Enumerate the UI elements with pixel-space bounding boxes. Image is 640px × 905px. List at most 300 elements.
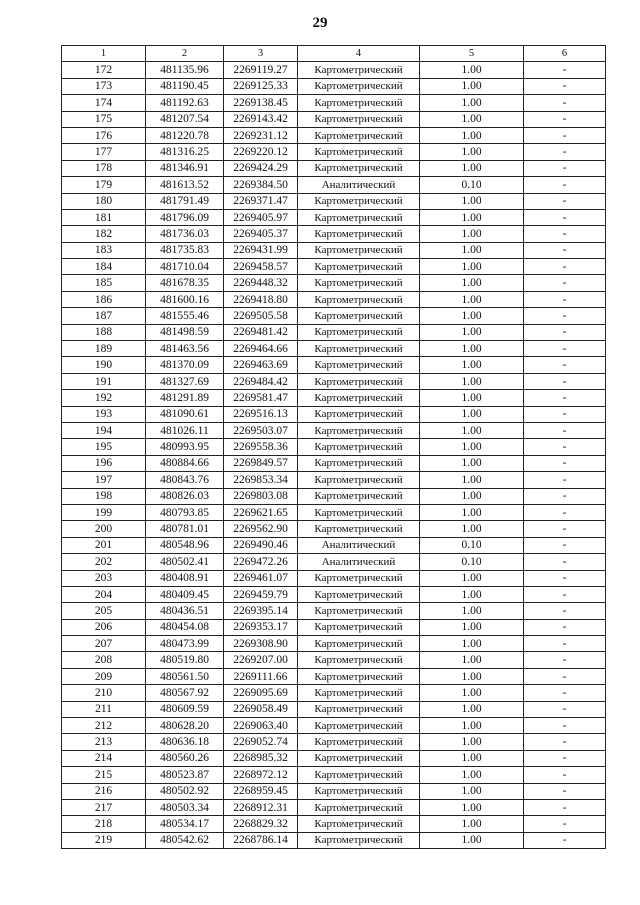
x-coordinate-cell: 481192.63 [146, 95, 224, 111]
method-cell: Картометрический [298, 750, 420, 766]
note-cell: - [524, 537, 606, 553]
note-cell: - [524, 799, 606, 815]
accuracy-cell: 1.00 [420, 341, 524, 357]
note-cell: - [524, 242, 606, 258]
x-coordinate-cell: 480843.76 [146, 472, 224, 488]
x-coordinate-cell: 481555.46 [146, 308, 224, 324]
note-cell: - [524, 226, 606, 242]
point-number-cell: 199 [62, 504, 146, 520]
table-row [62, 259, 606, 275]
accuracy-cell: 1.00 [420, 324, 524, 340]
y-coordinate-cell: 2269505.58 [224, 308, 298, 324]
y-coordinate-cell: 2269220.12 [224, 144, 298, 160]
y-coordinate-cell: 2269095.69 [224, 685, 298, 701]
x-coordinate-cell: 480519.80 [146, 652, 224, 668]
header-row [62, 46, 606, 62]
point-number-cell: 184 [62, 259, 146, 275]
method-cell: Аналитический [298, 177, 420, 193]
accuracy-cell: 1.00 [420, 373, 524, 389]
point-number-cell: 195 [62, 439, 146, 455]
point-number-cell: 204 [62, 586, 146, 602]
x-coordinate-cell: 481796.09 [146, 209, 224, 225]
y-coordinate-cell: 2268786.14 [224, 832, 298, 848]
point-number-cell: 191 [62, 373, 146, 389]
point-number-cell: 214 [62, 750, 146, 766]
note-cell: - [524, 636, 606, 652]
table-row [62, 603, 606, 619]
x-coordinate-cell: 480409.45 [146, 586, 224, 602]
point-number-cell: 196 [62, 455, 146, 471]
accuracy-cell: 1.00 [420, 750, 524, 766]
note-cell: - [524, 341, 606, 357]
method-cell: Картометрический [298, 603, 420, 619]
note-cell: - [524, 783, 606, 799]
y-coordinate-cell: 2269558.36 [224, 439, 298, 455]
y-coordinate-cell: 2269231.12 [224, 127, 298, 143]
note-cell: - [524, 144, 606, 160]
table-row [62, 160, 606, 176]
page-number: 29 [312, 15, 328, 31]
point-number-cell: 174 [62, 95, 146, 111]
accuracy-cell: 1.00 [420, 504, 524, 520]
method-cell: Аналитический [298, 554, 420, 570]
point-number-cell: 215 [62, 767, 146, 783]
x-coordinate-cell: 480636.18 [146, 734, 224, 750]
x-coordinate-cell: 481220.78 [146, 127, 224, 143]
accuracy-cell: 0.10 [420, 177, 524, 193]
point-number-cell: 218 [62, 816, 146, 832]
table-row [62, 521, 606, 537]
table-row [62, 275, 606, 291]
accuracy-cell: 1.00 [420, 78, 524, 94]
x-coordinate-cell: 481026.11 [146, 422, 224, 438]
note-cell: - [524, 488, 606, 504]
x-coordinate-cell: 481791.49 [146, 193, 224, 209]
point-number-cell: 200 [62, 521, 146, 537]
note-cell: - [524, 324, 606, 340]
table-row [62, 324, 606, 340]
accuracy-cell: 1.00 [420, 242, 524, 258]
point-number-cell: 202 [62, 554, 146, 570]
x-coordinate-cell: 480503.34 [146, 799, 224, 815]
y-coordinate-cell: 2269481.42 [224, 324, 298, 340]
method-cell: Картометрический [298, 439, 420, 455]
x-coordinate-cell: 480542.62 [146, 832, 224, 848]
point-number-cell: 203 [62, 570, 146, 586]
method-cell: Картометрический [298, 62, 420, 78]
x-coordinate-cell: 480826.03 [146, 488, 224, 504]
table-row [62, 554, 606, 570]
method-cell: Картометрический [298, 111, 420, 127]
x-coordinate-cell: 480473.99 [146, 636, 224, 652]
y-coordinate-cell: 2269384.50 [224, 177, 298, 193]
accuracy-cell: 1.00 [420, 439, 524, 455]
x-coordinate-cell: 481316.25 [146, 144, 224, 160]
accuracy-cell: 1.00 [420, 406, 524, 422]
point-number-cell: 206 [62, 619, 146, 635]
method-cell: Картометрический [298, 291, 420, 307]
x-coordinate-cell: 480781.01 [146, 521, 224, 537]
table-row [62, 619, 606, 635]
y-coordinate-cell: 2269207.00 [224, 652, 298, 668]
y-coordinate-cell: 2268985.32 [224, 750, 298, 766]
method-cell: Картометрический [298, 767, 420, 783]
accuracy-cell: 1.00 [420, 193, 524, 209]
point-number-cell: 209 [62, 668, 146, 684]
point-number-cell: 192 [62, 390, 146, 406]
accuracy-cell: 1.00 [420, 652, 524, 668]
table-row [62, 472, 606, 488]
note-cell: - [524, 504, 606, 520]
method-cell: Картометрический [298, 701, 420, 717]
point-number-cell: 186 [62, 291, 146, 307]
x-coordinate-cell: 481370.09 [146, 357, 224, 373]
x-coordinate-cell: 481735.83 [146, 242, 224, 258]
point-number-cell: 189 [62, 341, 146, 357]
note-cell: - [524, 652, 606, 668]
y-coordinate-cell: 2269405.37 [224, 226, 298, 242]
table-row [62, 177, 606, 193]
accuracy-cell: 1.00 [420, 619, 524, 635]
point-number-cell: 213 [62, 734, 146, 750]
table-row [62, 832, 606, 848]
accuracy-cell: 1.00 [420, 701, 524, 717]
header-cell-note: 6 [524, 46, 606, 62]
point-number-cell: 201 [62, 537, 146, 553]
x-coordinate-cell: 481090.61 [146, 406, 224, 422]
x-coordinate-cell: 480502.41 [146, 554, 224, 570]
y-coordinate-cell: 2269464.66 [224, 341, 298, 357]
table-row [62, 504, 606, 520]
x-coordinate-cell: 480502.92 [146, 783, 224, 799]
method-cell: Картометрический [298, 783, 420, 799]
method-cell: Картометрический [298, 734, 420, 750]
point-number-cell: 205 [62, 603, 146, 619]
method-cell: Картометрический [298, 78, 420, 94]
note-cell: - [524, 455, 606, 471]
method-cell: Картометрический [298, 619, 420, 635]
y-coordinate-cell: 2269431.99 [224, 242, 298, 258]
accuracy-cell: 1.00 [420, 685, 524, 701]
point-number-cell: 210 [62, 685, 146, 701]
note-cell: - [524, 734, 606, 750]
method-cell: Картометрический [298, 570, 420, 586]
y-coordinate-cell: 2268972.12 [224, 767, 298, 783]
method-cell: Картометрический [298, 636, 420, 652]
table-header [62, 46, 606, 62]
note-cell: - [524, 554, 606, 570]
point-number-cell: 197 [62, 472, 146, 488]
header-cell-accuracy: 5 [420, 46, 524, 62]
accuracy-cell: 1.00 [420, 308, 524, 324]
method-cell: Картометрический [298, 488, 420, 504]
method-cell: Картометрический [298, 308, 420, 324]
table-row [62, 767, 606, 783]
table-body [62, 62, 606, 849]
note-cell: - [524, 62, 606, 78]
note-cell: - [524, 160, 606, 176]
accuracy-cell: 1.00 [420, 111, 524, 127]
accuracy-cell: 1.00 [420, 799, 524, 815]
note-cell: - [524, 111, 606, 127]
y-coordinate-cell: 2269405.97 [224, 209, 298, 225]
accuracy-cell: 1.00 [420, 603, 524, 619]
table-row [62, 373, 606, 389]
y-coordinate-cell: 2269418.80 [224, 291, 298, 307]
point-number-cell: 178 [62, 160, 146, 176]
x-coordinate-cell: 481463.56 [146, 341, 224, 357]
accuracy-cell: 1.00 [420, 472, 524, 488]
note-cell: - [524, 422, 606, 438]
y-coordinate-cell: 2268959.45 [224, 783, 298, 799]
point-number-cell: 188 [62, 324, 146, 340]
accuracy-cell: 1.00 [420, 783, 524, 799]
accuracy-cell: 1.00 [420, 586, 524, 602]
method-cell: Картометрический [298, 504, 420, 520]
y-coordinate-cell: 2269503.07 [224, 422, 298, 438]
note-cell: - [524, 668, 606, 684]
table-row [62, 799, 606, 815]
x-coordinate-cell: 480609.59 [146, 701, 224, 717]
method-cell: Аналитический [298, 537, 420, 553]
x-coordinate-cell: 480884.66 [146, 455, 224, 471]
point-number-cell: 180 [62, 193, 146, 209]
method-cell: Картометрический [298, 652, 420, 668]
y-coordinate-cell: 2269058.49 [224, 701, 298, 717]
x-coordinate-cell: 481346.91 [146, 160, 224, 176]
table-row [62, 668, 606, 684]
point-number-cell: 207 [62, 636, 146, 652]
y-coordinate-cell: 2268912.31 [224, 799, 298, 815]
point-number-cell: 219 [62, 832, 146, 848]
x-coordinate-cell: 481135.96 [146, 62, 224, 78]
method-cell: Картометрический [298, 718, 420, 734]
accuracy-cell: 1.00 [420, 291, 524, 307]
y-coordinate-cell: 2269461.07 [224, 570, 298, 586]
accuracy-cell: 1.00 [420, 422, 524, 438]
x-coordinate-cell: 481613.52 [146, 177, 224, 193]
table-row [62, 357, 606, 373]
y-coordinate-cell: 2269395.14 [224, 603, 298, 619]
table-row [62, 750, 606, 766]
x-coordinate-cell: 480561.50 [146, 668, 224, 684]
y-coordinate-cell: 2269803.08 [224, 488, 298, 504]
x-coordinate-cell: 480523.87 [146, 767, 224, 783]
method-cell: Картометрический [298, 799, 420, 815]
method-cell: Картометрический [298, 324, 420, 340]
note-cell: - [524, 619, 606, 635]
accuracy-cell: 1.00 [420, 668, 524, 684]
point-number-cell: 177 [62, 144, 146, 160]
method-cell: Картометрический [298, 422, 420, 438]
y-coordinate-cell: 2269472.26 [224, 554, 298, 570]
accuracy-cell: 0.10 [420, 537, 524, 553]
table-row [62, 783, 606, 799]
method-cell: Картометрический [298, 144, 420, 160]
accuracy-cell: 1.00 [420, 62, 524, 78]
table-row [62, 209, 606, 225]
accuracy-cell: 1.00 [420, 259, 524, 275]
table-row [62, 78, 606, 94]
y-coordinate-cell: 2269490.46 [224, 537, 298, 553]
table-row [62, 718, 606, 734]
x-coordinate-cell: 480567.92 [146, 685, 224, 701]
note-cell: - [524, 357, 606, 373]
y-coordinate-cell: 2269063.40 [224, 718, 298, 734]
method-cell: Картометрический [298, 832, 420, 848]
point-number-cell: 182 [62, 226, 146, 242]
y-coordinate-cell: 2269849.57 [224, 455, 298, 471]
table-row [62, 111, 606, 127]
point-number-cell: 194 [62, 422, 146, 438]
accuracy-cell: 1.00 [420, 816, 524, 832]
table-row [62, 62, 606, 78]
method-cell: Картометрический [298, 193, 420, 209]
note-cell: - [524, 767, 606, 783]
y-coordinate-cell: 2269125.33 [224, 78, 298, 94]
point-number-cell: 217 [62, 799, 146, 815]
method-cell: Картометрический [298, 390, 420, 406]
accuracy-cell: 1.00 [420, 390, 524, 406]
x-coordinate-cell: 480534.17 [146, 816, 224, 832]
table-row [62, 341, 606, 357]
table-row [62, 734, 606, 750]
table-row [62, 701, 606, 717]
accuracy-cell: 1.00 [420, 767, 524, 783]
coordinates-table [61, 45, 606, 849]
table-row [62, 816, 606, 832]
table-row [62, 291, 606, 307]
accuracy-cell: 1.00 [420, 209, 524, 225]
x-coordinate-cell: 480793.85 [146, 504, 224, 520]
y-coordinate-cell: 2269484.42 [224, 373, 298, 389]
table-row [62, 308, 606, 324]
point-number-cell: 179 [62, 177, 146, 193]
table-row [62, 406, 606, 422]
note-cell: - [524, 193, 606, 209]
table-row [62, 439, 606, 455]
method-cell: Картометрический [298, 472, 420, 488]
method-cell: Картометрический [298, 259, 420, 275]
method-cell: Картометрический [298, 341, 420, 357]
x-coordinate-cell: 481190.45 [146, 78, 224, 94]
method-cell: Картометрический [298, 373, 420, 389]
method-cell: Картометрический [298, 95, 420, 111]
x-coordinate-cell: 480628.20 [146, 718, 224, 734]
accuracy-cell: 1.00 [420, 636, 524, 652]
y-coordinate-cell: 2269459.79 [224, 586, 298, 602]
y-coordinate-cell: 2269516.13 [224, 406, 298, 422]
table-row [62, 537, 606, 553]
point-number-cell: 181 [62, 209, 146, 225]
accuracy-cell: 1.00 [420, 488, 524, 504]
x-coordinate-cell: 480454.08 [146, 619, 224, 635]
method-cell: Картометрический [298, 357, 420, 373]
note-cell: - [524, 685, 606, 701]
accuracy-cell: 1.00 [420, 357, 524, 373]
y-coordinate-cell: 2269138.45 [224, 95, 298, 111]
table-row [62, 242, 606, 258]
point-number-cell: 198 [62, 488, 146, 504]
note-cell: - [524, 390, 606, 406]
note-cell: - [524, 570, 606, 586]
method-cell: Картометрический [298, 586, 420, 602]
table-row [62, 95, 606, 111]
table-row [62, 570, 606, 586]
note-cell: - [524, 127, 606, 143]
accuracy-cell: 1.00 [420, 734, 524, 750]
point-number-cell: 193 [62, 406, 146, 422]
note-cell: - [524, 472, 606, 488]
point-number-cell: 175 [62, 111, 146, 127]
note-cell: - [524, 701, 606, 717]
method-cell: Картометрический [298, 521, 420, 537]
point-number-cell: 211 [62, 701, 146, 717]
note-cell: - [524, 750, 606, 766]
accuracy-cell: 1.00 [420, 275, 524, 291]
note-cell: - [524, 521, 606, 537]
point-number-cell: 216 [62, 783, 146, 799]
accuracy-cell: 1.00 [420, 144, 524, 160]
y-coordinate-cell: 2269111.66 [224, 668, 298, 684]
note-cell: - [524, 177, 606, 193]
y-coordinate-cell: 2269853.34 [224, 472, 298, 488]
y-coordinate-cell: 2269562.90 [224, 521, 298, 537]
note-cell: - [524, 816, 606, 832]
x-coordinate-cell: 481678.35 [146, 275, 224, 291]
table-row [62, 636, 606, 652]
x-coordinate-cell: 481207.54 [146, 111, 224, 127]
method-cell: Картометрический [298, 242, 420, 258]
x-coordinate-cell: 481710.04 [146, 259, 224, 275]
table-row [62, 144, 606, 160]
x-coordinate-cell: 481600.16 [146, 291, 224, 307]
note-cell: - [524, 586, 606, 602]
table-row [62, 586, 606, 602]
y-coordinate-cell: 2268829.32 [224, 816, 298, 832]
point-number-cell: 185 [62, 275, 146, 291]
x-coordinate-cell: 480408.91 [146, 570, 224, 586]
table-row [62, 685, 606, 701]
note-cell: - [524, 209, 606, 225]
accuracy-cell: 0.10 [420, 554, 524, 570]
y-coordinate-cell: 2269621.65 [224, 504, 298, 520]
accuracy-cell: 1.00 [420, 160, 524, 176]
y-coordinate-cell: 2269458.57 [224, 259, 298, 275]
x-coordinate-cell: 480993.95 [146, 439, 224, 455]
table-row [62, 422, 606, 438]
point-number-cell: 208 [62, 652, 146, 668]
header-cell-y: 3 [224, 46, 298, 62]
x-coordinate-cell: 480560.26 [146, 750, 224, 766]
y-coordinate-cell: 2269448.32 [224, 275, 298, 291]
y-coordinate-cell: 2269424.29 [224, 160, 298, 176]
x-coordinate-cell: 480548.96 [146, 537, 224, 553]
accuracy-cell: 1.00 [420, 455, 524, 471]
table-row [62, 652, 606, 668]
table-row [62, 488, 606, 504]
y-coordinate-cell: 2269143.42 [224, 111, 298, 127]
x-coordinate-cell: 481291.89 [146, 390, 224, 406]
note-cell: - [524, 832, 606, 848]
note-cell: - [524, 95, 606, 111]
point-number-cell: 176 [62, 127, 146, 143]
y-coordinate-cell: 2269581.47 [224, 390, 298, 406]
accuracy-cell: 1.00 [420, 95, 524, 111]
x-coordinate-cell: 481736.03 [146, 226, 224, 242]
method-cell: Картометрический [298, 226, 420, 242]
header-cell-method: 4 [298, 46, 420, 62]
